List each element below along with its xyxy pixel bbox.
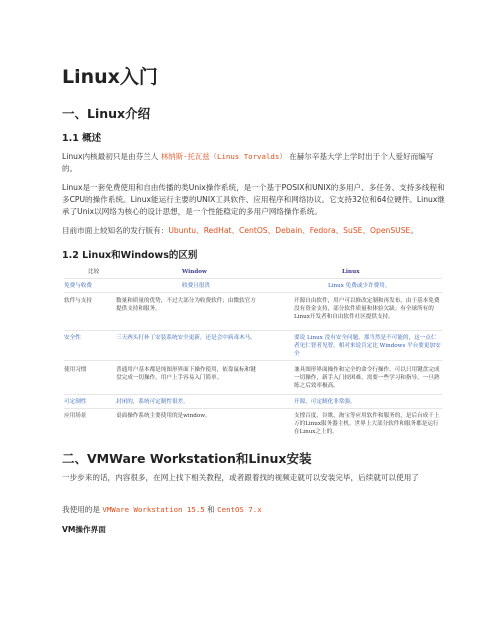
table-cell: 封闭的，系统可定制性很差。	[116, 399, 189, 405]
table-cell: 三天两头打补丁安装系统安全更新，还是会中病毒木马。	[116, 335, 256, 341]
vm-interface-heading: VM操作界面	[62, 525, 106, 534]
table-header-cell: Window	[182, 269, 207, 275]
distros-paragraph	[62, 225, 446, 237]
vmware-version: VMWare Workstation 15.5	[102, 505, 205, 514]
table-cell: 兼具图形界面操作和完全的命令行操作，可以只用键盘完成一切操作，新手入门较困难，需要一些学习和指导，一旦熟练之后效率极高。	[294, 367, 440, 389]
intro-text-a: Linux内核最初只是由芬兰人	[62, 152, 159, 161]
table-cell: 支撑百度，谷歌，淘宝等应用软件和服务的，是后台成千上万的Linux服务器主机。世界上大部分软件和服务都是运行在Linux之上的。	[294, 413, 440, 435]
versions-text-b: 和	[207, 505, 215, 514]
table-divider	[64, 360, 442, 361]
table-cell: 数量和质量的优势，不过大部分为收费软件；由微软官方提供支持和服务。	[116, 298, 256, 312]
table-cell: 开源，可定制化非常强。	[294, 399, 356, 405]
table-cell: Linux 免费或少许费用。	[328, 283, 391, 289]
table-divider	[64, 330, 442, 331]
section2-heading: 二、VMWare Workstation和Linux安装	[62, 451, 312, 466]
table-divider	[64, 394, 442, 395]
table-cell: 应用场景	[64, 413, 87, 419]
linux-description-paragraph: Linux是一套免费使用和自由传播的类Unix操作系统，是一个基于POSIX和UNIX的多用户、多任务、支持多线程和多CPU的操作系统。Linux能运行主要的UNIX工具软件、应用程序和网络协议。它支持32位和64位硬件。Linux继承了Unix以网络为核心的设计思想，是一个性能稳定的多用户网络操作系统。	[62, 183, 445, 216]
table-divider	[64, 408, 442, 409]
centos-version: CentOS 7.x	[217, 505, 262, 514]
table-cell: 使用习惯	[64, 367, 87, 373]
table-cell: 普通用户基本都是纯图形界面下操作使用，依靠鼠标和键盘完成一切操作，用户上手容易入门简单。	[116, 367, 256, 381]
table-cell: 可定制性	[64, 399, 87, 405]
table-cell: 收费且很贵	[182, 283, 210, 289]
table-cell: 安全性	[64, 335, 81, 341]
table-cell: 要说 Linux 没有安全问题，那当然是不可能的，这一点仁者见仁智者见智，相对来说肯定比 Windows 平台要更加安全	[294, 335, 441, 357]
intro-text-b: 在赫尔辛基大学上学时出于个人爱好而编写的。	[62, 152, 434, 173]
versions-text-a: 我使用的是	[62, 505, 100, 514]
linus-name: 林纳斯·托瓦兹（Linus Torvalds）	[160, 152, 287, 161]
table-header-cell: 比较	[88, 269, 100, 275]
distros-text-a: 目前市面上较知名的发行版有：	[62, 226, 169, 235]
intro-paragraph	[62, 151, 446, 175]
section1-heading: 一、Linux介绍	[62, 106, 151, 121]
versions-paragraph	[62, 504, 446, 516]
subsection-overview-heading: 1.1 概述	[62, 133, 102, 144]
table-cell: 软件与支持	[64, 298, 92, 304]
install-paragraph: 一步步来的话，内容很多，在网上找下相关教程，或者跟着找的视频走就可以安装完毕，后续就可以使用了	[62, 473, 419, 482]
table-header-cell: Linux	[342, 269, 360, 275]
table-divider	[64, 292, 442, 293]
table-cell: 桌面操作系统主要使用的是window。	[116, 413, 211, 419]
subsection-comparison-heading: 1.2 Linux和Windows的区别	[62, 250, 198, 261]
distros-text-b: 。	[410, 226, 418, 235]
table-cell: 开源自由软件，用户可以修改定制和再发布，由于基本免费没有资金支持，部分软件质量和体验欠缺；有全球所有的Linux开发者和自由软件社区提供支持。	[294, 298, 440, 320]
table-cell: 免费与收费	[64, 283, 92, 289]
distros-list: Ubuntu、RedHat、CentOS、Debain、Fedora、SuSE、OpenSUSE	[168, 226, 411, 235]
table-divider	[64, 278, 442, 279]
page-title: Linux入门	[62, 66, 158, 88]
